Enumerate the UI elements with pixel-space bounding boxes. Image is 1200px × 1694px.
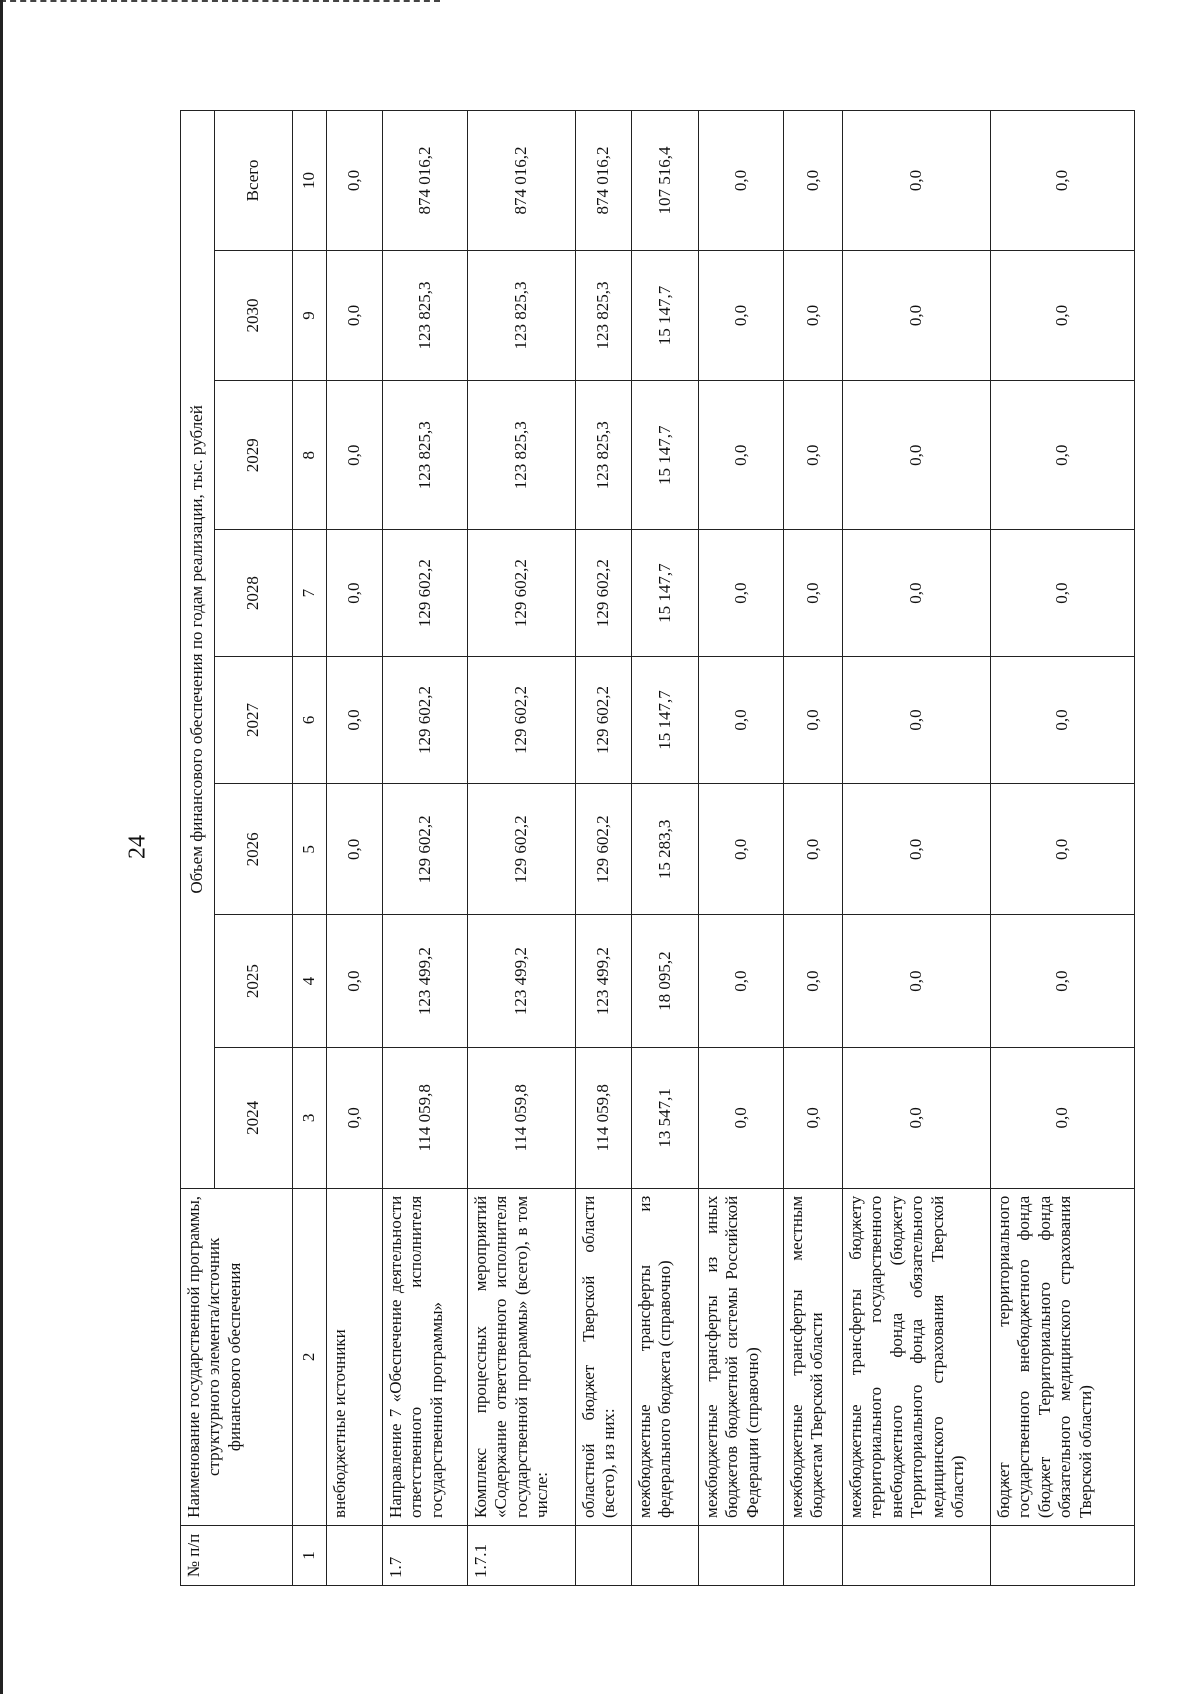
header-year: 2025 (215, 915, 293, 1047)
header-year: 2027 (215, 656, 293, 784)
row-value: 0,0 (843, 250, 991, 380)
row-value: 0,0 (843, 915, 991, 1047)
row-name: Направление 7 «Обеспечение деятельности ответственного исполнителя государственной программы» (383, 1188, 468, 1525)
row-value: 129 602,2 (576, 784, 632, 915)
row-total: 874 016,2 (576, 111, 632, 251)
row-value: 0,0 (843, 380, 991, 530)
row-total: 0,0 (843, 111, 991, 251)
row-value: 123 825,3 (468, 380, 576, 530)
column-numbers-row (293, 111, 327, 1586)
row-value: 0,0 (699, 656, 784, 784)
table-row (784, 111, 843, 1586)
table-row (699, 111, 784, 1586)
row-value: 0,0 (327, 784, 383, 915)
row-value: 15 283,3 (632, 784, 699, 915)
header-year: 2026 (215, 784, 293, 915)
header-volume: Объем финансового обеспечения по годам реализации, тыс. рублей (181, 111, 215, 1189)
row-value: 0,0 (991, 380, 1135, 530)
row-value: 0,0 (699, 915, 784, 1047)
row-value: 123 825,3 (383, 250, 468, 380)
row-value: 129 602,2 (383, 784, 468, 915)
row-value: 15 147,7 (632, 250, 699, 380)
row-value: 123 499,2 (383, 915, 468, 1047)
row-value: 0,0 (784, 530, 843, 656)
column-number: 8 (293, 380, 327, 530)
row-value: 0,0 (699, 784, 784, 915)
scan-edge-top (0, 0, 440, 5)
header-year: 2029 (215, 380, 293, 530)
row-value: 0,0 (843, 784, 991, 915)
row-value: 0,0 (991, 1047, 1135, 1188)
row-value: 0,0 (699, 250, 784, 380)
row-number (991, 1525, 1135, 1585)
row-value: 123 825,3 (468, 250, 576, 380)
header-total: Всего (215, 111, 293, 251)
header-year: 2024 (215, 1047, 293, 1188)
row-value: 0,0 (991, 915, 1135, 1047)
row-total: 0,0 (784, 111, 843, 251)
row-value: 0,0 (843, 656, 991, 784)
column-number: 5 (293, 784, 327, 915)
column-number: 2 (293, 1188, 327, 1525)
rotated-table-container (180, 110, 1100, 1586)
row-value: 0,0 (784, 250, 843, 380)
table-row (468, 111, 576, 1586)
row-value: 129 602,2 (468, 784, 576, 915)
row-value: 114 059,8 (468, 1047, 576, 1188)
row-value: 0,0 (699, 1047, 784, 1188)
column-number: 6 (293, 656, 327, 784)
table-row (383, 111, 468, 1586)
row-total: 0,0 (991, 111, 1135, 251)
row-value: 18 095,2 (632, 915, 699, 1047)
row-number (843, 1525, 991, 1585)
row-value: 15 147,7 (632, 380, 699, 530)
row-value: 0,0 (327, 915, 383, 1047)
column-number: 3 (293, 1047, 327, 1188)
row-number (784, 1525, 843, 1585)
row-total: 874 016,2 (383, 111, 468, 251)
financing-table (180, 110, 1135, 1586)
row-value: 123 825,3 (383, 380, 468, 530)
row-name: межбюджетные трансферты из федерального бюджета (справочно) (632, 1188, 699, 1525)
row-value: 0,0 (843, 530, 991, 656)
table-row (576, 111, 632, 1586)
row-value: 123 825,3 (576, 380, 632, 530)
row-value: 0,0 (991, 656, 1135, 784)
row-value: 15 147,7 (632, 656, 699, 784)
row-name: областной бюджет Тверской области (всего), из них: (576, 1188, 632, 1525)
row-value: 0,0 (843, 1047, 991, 1188)
row-value: 0,0 (991, 530, 1135, 656)
row-value: 129 602,2 (383, 530, 468, 656)
row-number: 1.7.1 (468, 1525, 576, 1585)
row-name: Комплекс процессных мероприятий «Содержание ответственного исполнителя государственной программы» (всего), в том числе: (468, 1188, 576, 1525)
row-total: 0,0 (327, 111, 383, 251)
row-value: 15 147,7 (632, 530, 699, 656)
row-number (327, 1525, 383, 1585)
column-number: 1 (293, 1525, 327, 1585)
page-number: 24 (124, 835, 151, 859)
column-number: 4 (293, 915, 327, 1047)
row-number (632, 1525, 699, 1585)
row-number (699, 1525, 784, 1585)
row-value: 0,0 (784, 784, 843, 915)
row-value: 0,0 (991, 250, 1135, 380)
row-value: 13 547,1 (632, 1047, 699, 1188)
column-number: 10 (293, 111, 327, 251)
column-number: 7 (293, 530, 327, 656)
row-name: внебюджетные источники (327, 1188, 383, 1525)
row-value: 129 602,2 (468, 656, 576, 784)
row-value: 0,0 (784, 656, 843, 784)
row-value: 0,0 (327, 380, 383, 530)
row-number: 1.7 (383, 1525, 468, 1585)
row-value: 123 825,3 (576, 250, 632, 380)
row-value: 0,0 (699, 380, 784, 530)
header-name: Наименование государственной программы, структурного элемента/источник финансового обеспечения (181, 1188, 293, 1525)
row-value: 0,0 (327, 250, 383, 380)
row-name: бюджет территориального государственного внебюджетного фонда (бюджет Территориального фонда обязательного медицинского страхования Тверской области) (991, 1188, 1135, 1525)
row-name: межбюджетные трансферты местным бюджетам Тверской области (784, 1188, 843, 1525)
header-num: № п/п (181, 1525, 293, 1585)
header-year: 2028 (215, 530, 293, 656)
row-value: 0,0 (991, 784, 1135, 915)
table-row (632, 111, 699, 1586)
scan-edge-left (0, 0, 3, 1694)
table-row (327, 111, 383, 1586)
row-value: 129 602,2 (468, 530, 576, 656)
row-value: 0,0 (784, 380, 843, 530)
column-number: 9 (293, 250, 327, 380)
table-row (843, 111, 991, 1586)
row-value: 0,0 (327, 656, 383, 784)
row-name: межбюджетные трансферты бюджету территориального государственного внебюджетного фонда (бюджету Территориального фонда обязательного медицинского страхования Тверской области) (843, 1188, 991, 1525)
row-value: 123 499,2 (468, 915, 576, 1047)
row-value: 114 059,8 (383, 1047, 468, 1188)
row-total: 107 516,4 (632, 111, 699, 251)
row-value: 129 602,2 (576, 530, 632, 656)
row-value: 0,0 (699, 530, 784, 656)
header-year: 2030 (215, 250, 293, 380)
row-value: 0,0 (784, 1047, 843, 1188)
row-value: 129 602,2 (576, 656, 632, 784)
row-value: 129 602,2 (383, 656, 468, 784)
row-value: 0,0 (784, 915, 843, 1047)
header-row-top (181, 111, 215, 1586)
row-total: 0,0 (699, 111, 784, 251)
row-name: межбюджетные трансферты из иных бюджетов бюджетной системы Российской Федерации (справочно) (699, 1188, 784, 1525)
row-value: 0,0 (327, 1047, 383, 1188)
row-total: 874 016,2 (468, 111, 576, 251)
row-value: 0,0 (327, 530, 383, 656)
row-value: 114 059,8 (576, 1047, 632, 1188)
row-number (576, 1525, 632, 1585)
row-value: 123 499,2 (576, 915, 632, 1047)
table-row (991, 111, 1135, 1586)
